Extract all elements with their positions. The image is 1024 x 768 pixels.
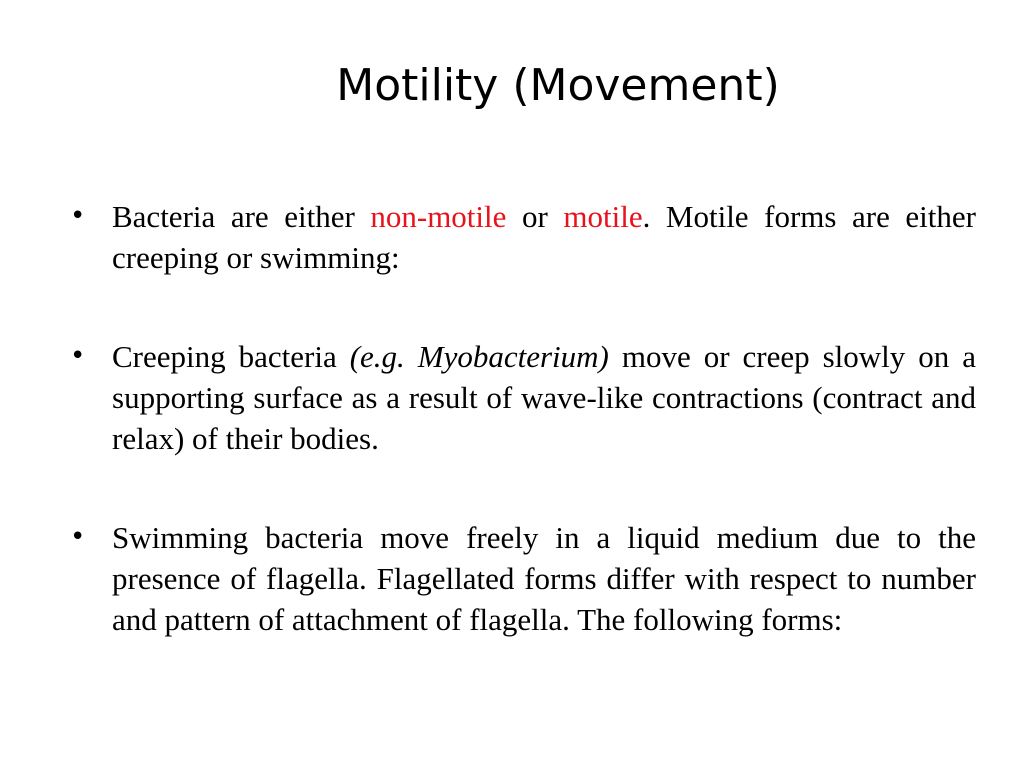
slide-title: Motility (Movement) (336, 60, 780, 111)
bullet-creeping-bacteria (70, 336, 976, 459)
bullet-text: Swimming bacteria move freely in a liquid medium due to the presence of flagella. Flagellated forms differ with respect to number and pattern of attachment of flagella. The following forms: (112, 520, 976, 637)
bullet-marker: • (70, 341, 86, 371)
term-motile: motile (563, 199, 643, 234)
bullet-text: Creeping bacteria (112, 339, 350, 374)
bullet-list (70, 196, 976, 640)
bullet-marker: • (70, 201, 86, 231)
bullet-text: or (506, 199, 564, 234)
bullet-text: move or creep slowly on a supporting surface as a result of wave-like contractions (contract and relax) of their bodies. (112, 339, 976, 456)
bullet-text: . Motile forms are either creeping or swimming: (112, 199, 976, 275)
bullet-marker: • (70, 522, 86, 552)
example-myobacterium: (e.g. Myobacterium) (349, 339, 609, 374)
term-non-motile: non-motile (370, 199, 507, 234)
bullet-swimming-bacteria (70, 517, 976, 640)
bullet-text: Bacteria are either (112, 199, 371, 234)
bullet-motility-types (70, 196, 976, 278)
